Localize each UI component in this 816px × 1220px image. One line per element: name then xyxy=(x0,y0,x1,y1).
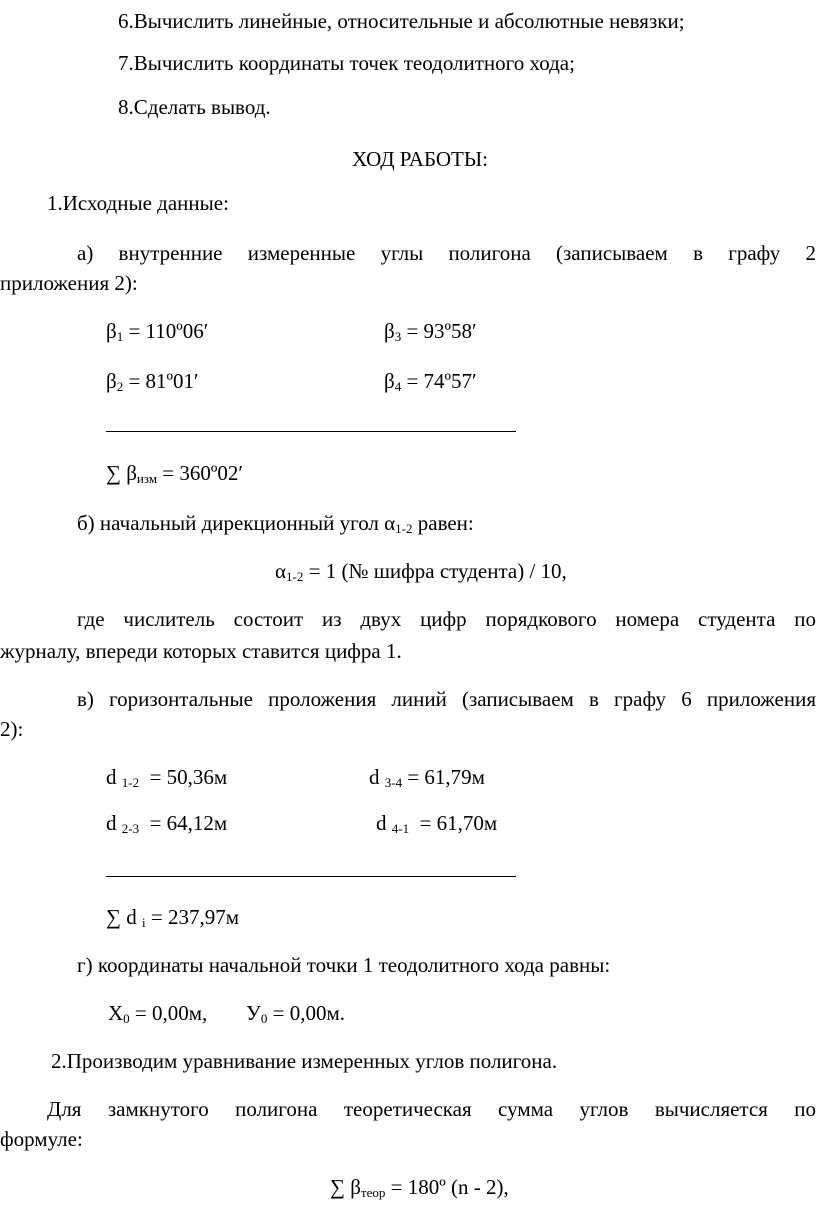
angle-sum: ∑ $\beta_{изм}$ = 360º02′ xyxy=(106,461,243,486)
task-item-8: 8.Сделать вывод. xyxy=(118,95,271,119)
distance-d-4-1: d $_{4-1}$ = 61,70м xyxy=(376,811,498,836)
distance-d-2-3: d $_{2-3}$ = 64,12м xyxy=(106,811,228,836)
theoretical-sum-formula: ∑ $\beta_{теор}$ = 180º (n - 2), xyxy=(330,1175,509,1200)
distance-d-1-2: d $_{1-2}$ = 50,36м xyxy=(106,765,228,790)
alpha-formula: $\alpha_{1-2} = 1$ (№ шифра студента) / 10, xyxy=(275,559,567,584)
angle-beta-4: $\beta_4$ = 74º57′ xyxy=(384,369,477,394)
distance-sum: ∑ d $_i$ = 237,97м xyxy=(106,905,239,930)
distance-sum-rule xyxy=(106,876,516,877)
paragraph-closed-line-2: формуле: xyxy=(0,1127,83,1151)
paragraph-b: б) начальный дирекционный угол $\alpha_{1-2}$ равен: xyxy=(77,511,474,536)
angle-beta-2: $\beta_2$ = 81º01′ xyxy=(106,369,199,394)
coordinate-y0: $У_0 = 0,00м$. xyxy=(246,1001,346,1026)
section-1-title: 1.Исходные данные: xyxy=(47,191,229,215)
paragraph-a-line-2: приложения 2): xyxy=(0,271,138,295)
paragraph-v-line-1: в) горизонтальные проложения линий (записываем в графу 6 приложения xyxy=(77,687,816,711)
paragraph-a-line-1: а) внутренние измеренные углы полигона (записываем в графу 2 xyxy=(77,241,816,265)
section-heading: ХОД РАБОТЫ: xyxy=(352,147,489,171)
coordinate-x0: $Х_0 = 0,00м$, xyxy=(108,1001,208,1026)
angle-beta-3: $\beta_3$ = 93º58′ xyxy=(384,319,477,344)
paragraph-closed-line-1: Для замкнутого полигона теоретическая сумма углов вычисляется по xyxy=(47,1097,816,1121)
paragraph-where-line-2: журналу, впереди которых ставится цифра 1. xyxy=(0,639,402,663)
paragraph-v-line-2: 2): xyxy=(0,717,24,741)
angle-beta-1: $\beta_1$ = 110º06′ xyxy=(106,319,209,344)
task-item-6: 6.Вычислить линейные, относительные и абсолютные невязки; xyxy=(118,9,685,33)
section-2-title: 2.Производим уравнивание измеренных углов полигона. xyxy=(51,1049,558,1073)
paragraph-g: г) координаты начальной точки 1 теодолитного хода равны: xyxy=(77,953,611,977)
angle-sum-rule xyxy=(106,431,516,432)
task-item-7: 7.Вычислить координаты точек теодолитного хода; xyxy=(118,51,575,75)
distance-d-3-4: d $_{3-4}$ = 61,79м xyxy=(369,765,485,790)
paragraph-where-line-1: где числитель состоит из двух цифр порядкового номера студента по xyxy=(77,607,816,631)
